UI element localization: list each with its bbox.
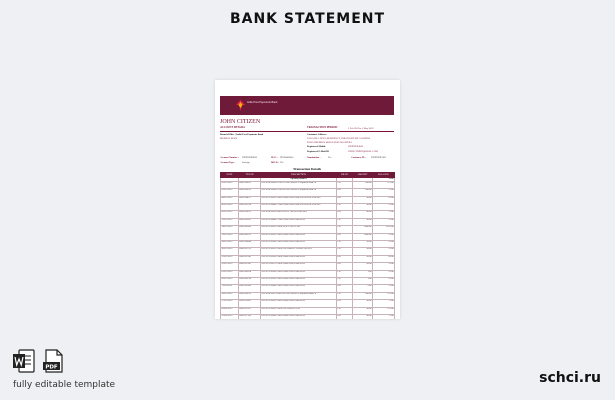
table-row: [221, 314, 395, 319]
tx-description: UPI/P2A/905812345678/MR JOHN/SBIN/UPI: [261, 270, 337, 277]
table-row: [221, 233, 395, 240]
tx-description: UPI/P2A/906412345678/MR JOHN/SBIN/UPI: [261, 314, 337, 319]
tx-amount: 2.00: [353, 285, 373, 292]
tx-description: UPI/P2M/904812734518/ADD MONEY/Payment from Ph: [261, 189, 337, 196]
account-type-value: Savings: [242, 160, 250, 164]
tx-balance: 121.00: [373, 292, 395, 299]
tx-amount: 20.00: [353, 263, 373, 270]
statement-banner: [220, 96, 394, 115]
tx-date: 15-02-2019: [221, 233, 239, 240]
tx-id: IB01207901: [239, 263, 261, 270]
tx-balance: 21.00: [373, 218, 395, 225]
tx-amount: 60.00: [353, 211, 373, 218]
tx-balance: 41.00: [373, 255, 395, 262]
tx-date: 09-04-2019: [221, 307, 239, 314]
tx-balance: 21.00: [373, 285, 395, 292]
tx-id: IB01207542: [239, 255, 261, 262]
caption: fully editable template: [13, 380, 116, 390]
customer-id-value: XXXXXX7461: [371, 156, 387, 159]
branch-line: Branch/Office | India Post Payments Bank: [220, 133, 264, 136]
tx-date: 20-02-2019: [221, 248, 239, 255]
tx-date: 18-03-2019: [221, 292, 239, 299]
table-row: [221, 270, 395, 277]
table-row: [221, 248, 395, 255]
tx-amount: 10.00: [353, 241, 373, 248]
tx-description: UPI/P2M/904812734512/ADD MONEY/Payment from Ph: [261, 181, 337, 188]
tx-drcr: CR: [337, 307, 353, 314]
table-row: [221, 307, 395, 314]
tx-drcr: CR: [337, 204, 353, 211]
tx-balance: 11.00: [373, 189, 395, 196]
tx-drcr: DR: [337, 314, 353, 319]
opening-balance-label: Opening Balance: [261, 177, 337, 181]
tx-balance: 21.00: [373, 263, 395, 270]
table-row: [221, 226, 395, 233]
tx-id: IB01209345: [239, 285, 261, 292]
tx-id: IB01206880: [239, 241, 261, 248]
tx-description: UPI/P2A/904812734512/MR JOHN/SBIN/XXXXXX1234/UPI: [261, 204, 337, 211]
tx-id: IB01211021: [239, 307, 261, 314]
tx-date: 12-02-2019: [221, 218, 239, 225]
tx-date: 09-02-2019: [221, 211, 239, 218]
column-header: DATE: [221, 173, 239, 178]
tx-amount: 100.00: [353, 292, 373, 299]
tx-amount: 1000.00: [353, 233, 373, 240]
transactions-table: [220, 172, 395, 319]
tx-amount: 10.00: [353, 255, 373, 262]
account-type-label: Account Type :: [220, 160, 236, 164]
tx-id: IB01206342: [239, 226, 261, 233]
account-number-value: XXXXXX8962: [242, 156, 258, 159]
tx-balance: 71.00: [373, 314, 395, 319]
opening-balance-value: 11.00: [373, 177, 395, 181]
tx-description: UPI/P2M/905012345678/PAYTM/ADD MONEY: [261, 211, 337, 218]
tx-date: 01-02-2019: [221, 189, 239, 196]
tx-date: 18-02-2019: [221, 241, 239, 248]
tx-drcr: CR: [337, 218, 353, 225]
account-holder-name: JOHN CITIZEN: [220, 119, 261, 125]
tx-date: 14-02-2019: [221, 226, 239, 233]
tx-balance: 21.00: [373, 233, 395, 240]
transaction-period-value: 1 Feb 2019 to 1 May 2019: [348, 126, 374, 130]
tx-balance: 61.00: [373, 196, 395, 203]
pdf-icon-label: PDF: [45, 364, 58, 371]
tx-amount: 50.00: [353, 218, 373, 225]
tx-description: UPI/P2A/905912345678/MR JOHN/SBIN/UPI: [261, 277, 337, 284]
tx-id: IB01209912: [239, 292, 261, 299]
column-header: AMOUNT: [353, 173, 373, 178]
tx-description: UPI/P2A/906012345678/MR JOHN/SBIN/UPI: [261, 285, 337, 292]
tx-id: IB01204871: [239, 196, 261, 203]
table-row: [221, 211, 395, 218]
tx-balance: 71.00: [373, 300, 395, 307]
tx-description: UPI/P2A/904812734512/MR JOHN/SBIN/UPI: [261, 218, 337, 225]
page-title: BANK STATEMENT: [229, 11, 386, 27]
tx-drcr: CR: [337, 292, 353, 299]
nomination-label: Nomination :: [307, 156, 321, 159]
table-row: [221, 277, 395, 284]
word-icon: [13, 349, 35, 373]
registered-mobile-label: Registered Mobile: [307, 145, 326, 148]
tx-date: 01-02-2019: [221, 181, 239, 188]
tx-amount: 20.00: [353, 248, 373, 255]
registered-email-value: JOHNCITIZEN@MAIL.COM: [348, 149, 378, 153]
tx-date: 27-03-2019: [221, 300, 239, 307]
tx-date: 22-04-2019: [221, 314, 239, 319]
tx-description: UPI/P2A/906312345678/PAYMENT/UPI: [261, 307, 337, 314]
customer-id-label: Customer ID :: [351, 156, 366, 159]
tx-description: UPI/P2A/905412345678/MR JOHN/SBIN/UPI: [261, 241, 337, 248]
address-line-2: POWAI MUMBAI 400076 MAHARASHTRA: [307, 140, 353, 144]
tx-amount: 50.00: [353, 196, 373, 203]
table-row: [221, 189, 395, 196]
tx-balance: 11.00: [373, 204, 395, 211]
tx-drcr: CR: [337, 248, 353, 255]
tx-drcr: CR: [337, 270, 353, 277]
table-row: [221, 300, 395, 307]
tx-description: UPI/P2M/906112345678/ADD MONEY/Payment from Ph: [261, 292, 337, 299]
column-header: BALANCE: [373, 173, 395, 178]
ifsc-label: IFSC :: [271, 156, 278, 159]
tx-drcr: DR: [337, 263, 353, 270]
tx-drcr: DR: [337, 255, 353, 262]
micr-value: NA: [280, 160, 284, 164]
tx-description: UPI/P2A/905312345678/MR JOHN/SBIN/UPI: [261, 233, 337, 240]
transaction-details-title: Transaction Details: [292, 167, 322, 171]
bank-logo-text: India Post Payments Bank: [247, 101, 278, 104]
tx-drcr: CR: [337, 181, 353, 188]
tx-date: 11-03-2019: [221, 285, 239, 292]
branch-sub: MUMBAI MAIN: [220, 137, 238, 140]
tx-id: IB01207213: [239, 248, 261, 255]
column-header: TXN ID: [239, 173, 261, 178]
table-row: [221, 292, 395, 299]
registered-mobile-value: XXXXXX4502: [348, 145, 364, 148]
micr-label: MICR :: [271, 160, 280, 164]
tx-date: 04-02-2019: [221, 196, 239, 203]
tx-id: IB01205612: [239, 211, 261, 218]
tx-id: IB01208790: [239, 277, 261, 284]
tx-description: UPI/P2A/905712345678/MR JOHN/SBIN/UPI: [261, 263, 337, 270]
customer-address-label: Customer Address :: [307, 133, 328, 136]
table-row: [221, 218, 395, 225]
tx-balance: 1021.00: [373, 226, 395, 233]
tx-amount: 1.00: [353, 277, 373, 284]
tx-description: UPI/P2A/905512345678/PAYMENT FROM APP/UPI: [261, 248, 337, 255]
table-row: [221, 285, 395, 292]
tx-balance: 23.00: [373, 277, 395, 284]
tx-date: 06-02-2019: [221, 204, 239, 211]
table-row: [221, 241, 395, 248]
tx-id: IB01211788: [239, 314, 261, 319]
tx-drcr: DR: [337, 285, 353, 292]
tx-description: UPI/P2A/905612345678/MR JOHN/SBIN/UPI: [261, 255, 337, 262]
tx-id: IB01204521: [239, 181, 261, 188]
tx-amount: 100.00: [353, 189, 373, 196]
header-divider: [220, 131, 394, 132]
registered-email-label: Registered E-Mail ID: [307, 149, 329, 153]
tx-balance: 51.00: [373, 248, 395, 255]
table-row: [221, 181, 395, 188]
tx-id: IB01204522: [239, 189, 261, 196]
tx-drcr: DR: [337, 300, 353, 307]
tx-id: IB01205991: [239, 218, 261, 225]
tx-balance: 111.00: [373, 181, 395, 188]
tx-amount: 50.00: [353, 314, 373, 319]
tx-balance: 71.00: [373, 211, 395, 218]
column-header: DESCRIPTION: [261, 173, 337, 178]
tx-description: UPI/P2A/906212345678/MR JOHN/SBIN/UPI: [261, 300, 337, 307]
nomination-value: Yes: [328, 156, 332, 159]
tx-amount: 1.00: [353, 270, 373, 277]
tx-amount: 50.00: [353, 204, 373, 211]
transaction-period-label: TRANSACTION PERIOD :: [307, 126, 339, 129]
tx-drcr: DR: [337, 211, 353, 218]
bank-logo-icon: [236, 100, 245, 111]
table-row: [221, 255, 395, 262]
tx-description: UPI/P2A/903512345678/MR JOHN/SBIN/XXXXXX1234/UPI: [261, 196, 337, 203]
tx-id: IB01206511: [239, 233, 261, 240]
tx-balance: 31.00: [373, 241, 395, 248]
tx-amount: 50.00: [353, 300, 373, 307]
tx-drcr: CR: [337, 277, 353, 284]
tx-id: IB01210455: [239, 300, 261, 307]
column-header: DR/CR: [337, 173, 353, 178]
tx-date: 25-02-2019: [221, 263, 239, 270]
tx-drcr: CR: [337, 226, 353, 233]
tx-balance: 22.00: [373, 270, 395, 277]
brand-watermark[interactable]: schci.ru: [539, 370, 601, 386]
tx-balance: 121.00: [373, 307, 395, 314]
account-number-label: Account Number :: [220, 156, 239, 159]
tx-id: IB01205230: [239, 204, 261, 211]
table-row: [221, 196, 395, 203]
tx-description: UPI/P2A/905212345678/ACCOUNT/UPI: [261, 226, 337, 233]
tx-date: 01-03-2019: [221, 270, 239, 277]
tx-amount: 50.00: [353, 307, 373, 314]
account-details-label: ACCOUNT DETAILS: [220, 126, 245, 129]
tx-amount: 100.00: [353, 181, 373, 188]
tx-drcr: DR: [337, 233, 353, 240]
tx-drcr: DR: [337, 196, 353, 203]
tx-amount: 1000.00: [353, 226, 373, 233]
tx-date: 22-02-2019: [221, 255, 239, 262]
table-row: [221, 204, 395, 211]
bank-statement-document: [215, 80, 400, 319]
tx-drcr: CR: [337, 241, 353, 248]
tx-drcr: DR: [337, 189, 353, 196]
table-row: [221, 263, 395, 270]
ifsc-value: IPOS0000001: [280, 156, 294, 159]
tx-date: 05-03-2019: [221, 277, 239, 284]
pdf-icon: [42, 349, 64, 373]
tx-id: IB01208324: [239, 270, 261, 277]
address-line-1: 23/B VILLA NOVA RESIDENCY, HIRANANDANI GARDENS: [307, 137, 371, 140]
